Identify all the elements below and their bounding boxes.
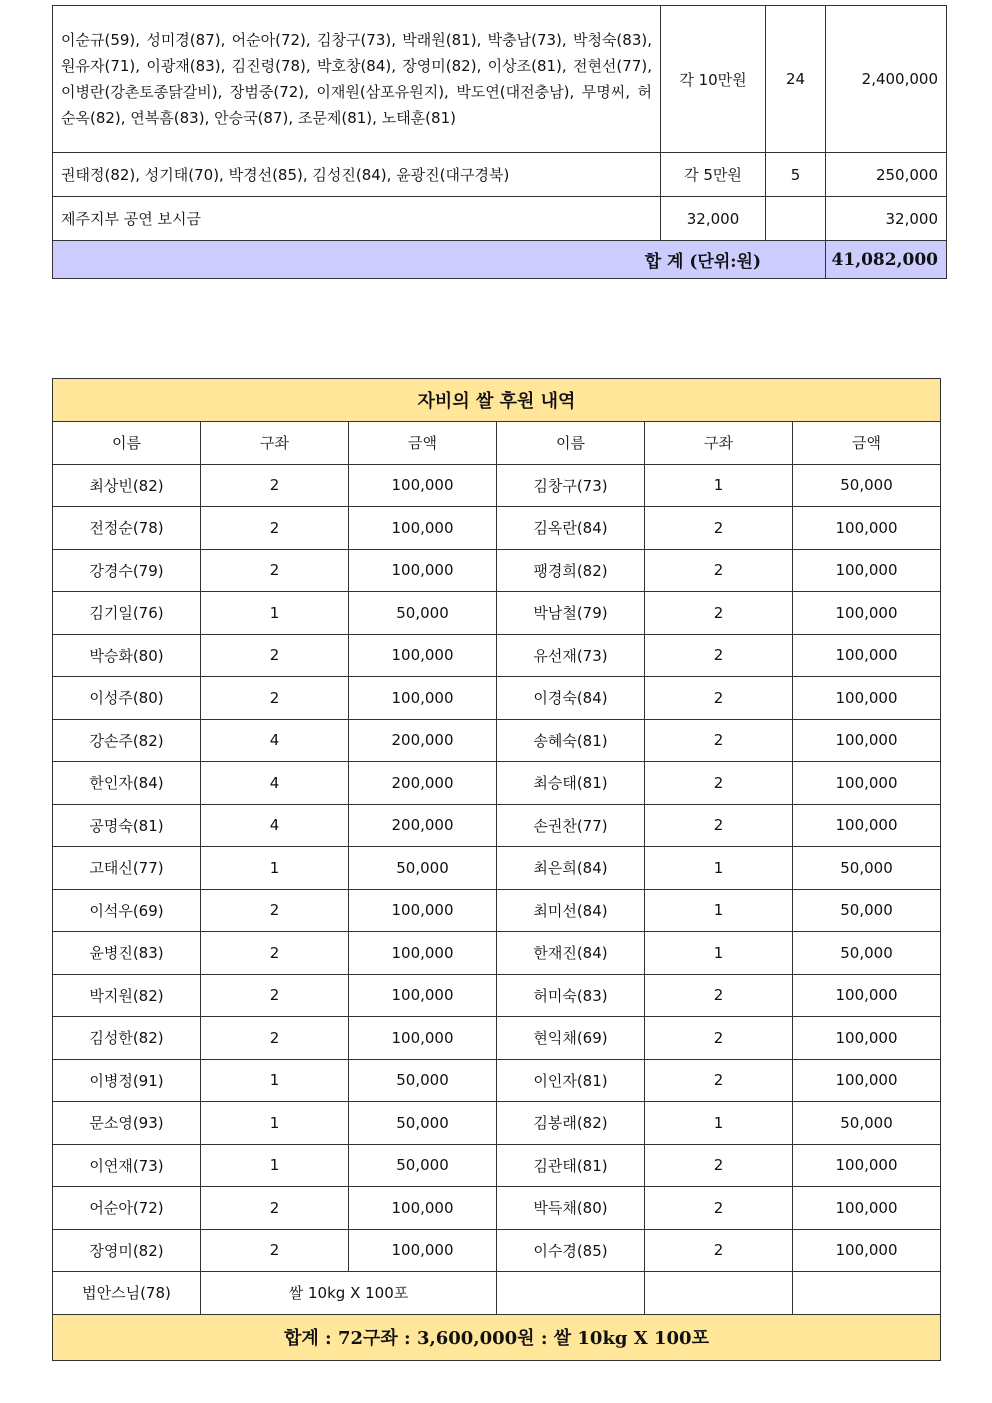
donor-name: 강경수(79) xyxy=(53,549,201,592)
amount: 100,000 xyxy=(793,762,941,805)
column-header: 구좌 xyxy=(201,422,349,465)
rice-table-body xyxy=(53,464,941,1272)
table-row xyxy=(53,974,941,1017)
donor-name: 박득채(80) xyxy=(497,1187,645,1230)
donor-name: 팽경희(82) xyxy=(497,549,645,592)
amount: 100,000 xyxy=(793,1144,941,1187)
donation-unit: 각 10만원 xyxy=(661,6,766,153)
amount: 200,000 xyxy=(349,804,497,847)
rice-summary-row xyxy=(53,1314,941,1360)
amount: 50,000 xyxy=(793,932,941,975)
account-count: 2 xyxy=(201,974,349,1017)
column-header: 이름 xyxy=(53,422,201,465)
account-count: 2 xyxy=(201,1229,349,1272)
amount: 100,000 xyxy=(349,634,497,677)
amount: 100,000 xyxy=(349,889,497,932)
table-row xyxy=(53,889,941,932)
donor-name: 박남철(79) xyxy=(497,592,645,635)
column-header: 금액 xyxy=(349,422,497,465)
donation-count xyxy=(766,197,826,241)
amount: 50,000 xyxy=(793,889,941,932)
donor-name: 한재진(84) xyxy=(497,932,645,975)
donation-amount: 32,000 xyxy=(826,197,947,241)
donation-count: 24 xyxy=(766,6,826,153)
rice-header-row xyxy=(53,422,941,465)
donor-names: 권태정(82), 성기태(70), 박경선(85), 김성진(84), 윤광진(대구경북) xyxy=(53,153,661,197)
account-count: 2 xyxy=(645,592,793,635)
donor-name: 박승화(80) xyxy=(53,634,201,677)
donation-summary-table xyxy=(52,5,947,279)
donor-name: 이연재(73) xyxy=(53,1144,201,1187)
rice-title-row xyxy=(53,379,941,422)
donor-name: 최은희(84) xyxy=(497,847,645,890)
account-count: 1 xyxy=(201,847,349,890)
donor-name: 김옥란(84) xyxy=(497,507,645,550)
amount: 100,000 xyxy=(793,677,941,720)
amount: 50,000 xyxy=(793,464,941,507)
column-header: 구좌 xyxy=(645,422,793,465)
empty-cell xyxy=(793,1272,941,1315)
donation-unit: 32,000 xyxy=(661,197,766,241)
account-count: 1 xyxy=(201,1102,349,1145)
table-row xyxy=(53,1144,941,1187)
account-count: 2 xyxy=(201,464,349,507)
donor-name: 최승태(81) xyxy=(497,762,645,805)
donor-name: 최미선(84) xyxy=(497,889,645,932)
column-header: 금액 xyxy=(793,422,941,465)
amount: 100,000 xyxy=(793,507,941,550)
donor-name: 공명숙(81) xyxy=(53,804,201,847)
amount: 100,000 xyxy=(349,464,497,507)
account-count: 2 xyxy=(645,1229,793,1272)
amount: 100,000 xyxy=(793,974,941,1017)
donor-name: 장영미(82) xyxy=(53,1229,201,1272)
donor-name: 고태신(77) xyxy=(53,847,201,890)
amount: 50,000 xyxy=(793,847,941,890)
donation-amount: 2,400,000 xyxy=(826,6,947,153)
account-count: 1 xyxy=(201,1144,349,1187)
donation-row xyxy=(53,6,947,153)
rice-special-row xyxy=(53,1272,941,1315)
account-count: 2 xyxy=(201,889,349,932)
account-count: 1 xyxy=(201,1059,349,1102)
donor-name: 손권찬(77) xyxy=(497,804,645,847)
table-row xyxy=(53,1102,941,1145)
account-count: 1 xyxy=(645,889,793,932)
amount: 100,000 xyxy=(349,677,497,720)
table-row xyxy=(53,719,941,762)
donor-names: 제주지부 공연 보시금 xyxy=(53,197,661,241)
amount: 100,000 xyxy=(349,549,497,592)
donor-name: 이인자(81) xyxy=(497,1059,645,1102)
account-count: 2 xyxy=(645,804,793,847)
donation-total-value: 41,082,000 xyxy=(826,241,947,279)
donation-unit: 각 5만원 xyxy=(661,153,766,197)
donor-name: 유선재(73) xyxy=(497,634,645,677)
table-row xyxy=(53,1059,941,1102)
amount: 50,000 xyxy=(349,1059,497,1102)
amount: 100,000 xyxy=(793,719,941,762)
table-row xyxy=(53,932,941,975)
amount: 100,000 xyxy=(349,1017,497,1060)
account-count: 2 xyxy=(201,1187,349,1230)
account-count: 2 xyxy=(201,677,349,720)
table-row xyxy=(53,507,941,550)
amount: 200,000 xyxy=(349,719,497,762)
donor-name: 허미숙(83) xyxy=(497,974,645,1017)
amount: 100,000 xyxy=(349,932,497,975)
amount: 200,000 xyxy=(349,762,497,805)
account-count: 2 xyxy=(645,634,793,677)
donor-name: 이수경(85) xyxy=(497,1229,645,1272)
rice-summary: 합계 : 72구좌 : 3,600,000원 : 쌀 10kg X 100포 xyxy=(53,1314,941,1360)
donor-name: 전정순(78) xyxy=(53,507,201,550)
donor-name: 문소영(93) xyxy=(53,1102,201,1145)
table-row xyxy=(53,804,941,847)
empty-cell xyxy=(497,1272,645,1315)
account-count: 2 xyxy=(645,974,793,1017)
account-count: 2 xyxy=(201,507,349,550)
account-count: 1 xyxy=(645,1102,793,1145)
amount: 100,000 xyxy=(793,1059,941,1102)
donor-name: 윤병진(83) xyxy=(53,932,201,975)
account-count: 2 xyxy=(645,507,793,550)
account-count: 2 xyxy=(201,634,349,677)
donation-amount: 250,000 xyxy=(826,153,947,197)
account-count: 1 xyxy=(201,592,349,635)
donation-row xyxy=(53,197,947,241)
donation-row xyxy=(53,153,947,197)
amount: 50,000 xyxy=(349,1102,497,1145)
donor-name: 이성주(80) xyxy=(53,677,201,720)
donor-name: 송혜숙(81) xyxy=(497,719,645,762)
amount: 100,000 xyxy=(793,1187,941,1230)
table-row xyxy=(53,677,941,720)
donor-name: 이병정(91) xyxy=(53,1059,201,1102)
amount: 50,000 xyxy=(349,847,497,890)
donor-names: 이순규(59), 성미경(87), 어순아(72), 김창구(73), 박래원(81), 박충남(73), 박청숙(83), 원유자(71), 이광재(83), 김진령(78), 박호창(84), 장영미(82), 이상조(81), 전현선(77), 이병란(강촌토종닭갈비), 장범중(72), 이재원(삼포유원지), 박도연(대전충남), 무명씨, 허순옥(82), 연복흠(83), 안승국(87), 조문제(81), 노태훈(81) xyxy=(53,6,661,153)
donor-name: 어순아(72) xyxy=(53,1187,201,1230)
donor-name: 강손주(82) xyxy=(53,719,201,762)
column-header: 이름 xyxy=(497,422,645,465)
special-donor-item: 쌀 10kg X 100포 xyxy=(201,1272,497,1315)
account-count: 2 xyxy=(645,762,793,805)
account-count: 4 xyxy=(201,804,349,847)
amount: 100,000 xyxy=(793,1229,941,1272)
amount: 100,000 xyxy=(793,804,941,847)
table-row xyxy=(53,592,941,635)
table-row xyxy=(53,634,941,677)
donation-count: 5 xyxy=(766,153,826,197)
account-count: 1 xyxy=(645,932,793,975)
amount: 50,000 xyxy=(349,1144,497,1187)
donor-name: 김봉래(82) xyxy=(497,1102,645,1145)
amount: 100,000 xyxy=(349,1187,497,1230)
amount: 100,000 xyxy=(793,592,941,635)
amount: 100,000 xyxy=(793,549,941,592)
donor-name: 박지원(82) xyxy=(53,974,201,1017)
rice-table-title: 자비의 쌀 후원 내역 xyxy=(53,379,941,422)
amount: 100,000 xyxy=(793,1017,941,1060)
donation-summary-body xyxy=(53,6,947,241)
account-count: 1 xyxy=(645,464,793,507)
table-row xyxy=(53,1187,941,1230)
account-count: 2 xyxy=(201,549,349,592)
donor-name: 최상빈(82) xyxy=(53,464,201,507)
account-count: 1 xyxy=(645,847,793,890)
account-count: 2 xyxy=(645,719,793,762)
amount: 100,000 xyxy=(349,507,497,550)
donor-name: 김성한(82) xyxy=(53,1017,201,1060)
donation-total-row xyxy=(53,241,947,279)
table-row xyxy=(53,549,941,592)
amount: 100,000 xyxy=(349,1229,497,1272)
table-row xyxy=(53,762,941,805)
account-count: 4 xyxy=(201,719,349,762)
table-row xyxy=(53,847,941,890)
rice-donation-table xyxy=(52,378,941,1361)
empty-cell xyxy=(645,1272,793,1315)
account-count: 2 xyxy=(645,1017,793,1060)
donor-name: 현익채(69) xyxy=(497,1017,645,1060)
amount: 100,000 xyxy=(793,634,941,677)
table-row xyxy=(53,464,941,507)
account-count: 4 xyxy=(201,762,349,805)
special-donor-name: 법안스님(78) xyxy=(53,1272,201,1315)
amount: 50,000 xyxy=(349,592,497,635)
account-count: 2 xyxy=(645,1144,793,1187)
donor-name: 김창구(73) xyxy=(497,464,645,507)
account-count: 2 xyxy=(201,932,349,975)
donor-name: 한인자(84) xyxy=(53,762,201,805)
account-count: 2 xyxy=(201,1017,349,1060)
donor-name: 이석우(69) xyxy=(53,889,201,932)
donation-total-label: 합 계 (단위:원) xyxy=(53,241,826,279)
account-count: 2 xyxy=(645,1187,793,1230)
account-count: 2 xyxy=(645,677,793,720)
donor-name: 김기일(76) xyxy=(53,592,201,635)
donor-name: 이경숙(84) xyxy=(497,677,645,720)
amount: 100,000 xyxy=(349,974,497,1017)
account-count: 2 xyxy=(645,1059,793,1102)
amount: 50,000 xyxy=(793,1102,941,1145)
account-count: 2 xyxy=(645,549,793,592)
donor-name: 김관태(81) xyxy=(497,1144,645,1187)
table-row xyxy=(53,1229,941,1272)
table-row xyxy=(53,1017,941,1060)
